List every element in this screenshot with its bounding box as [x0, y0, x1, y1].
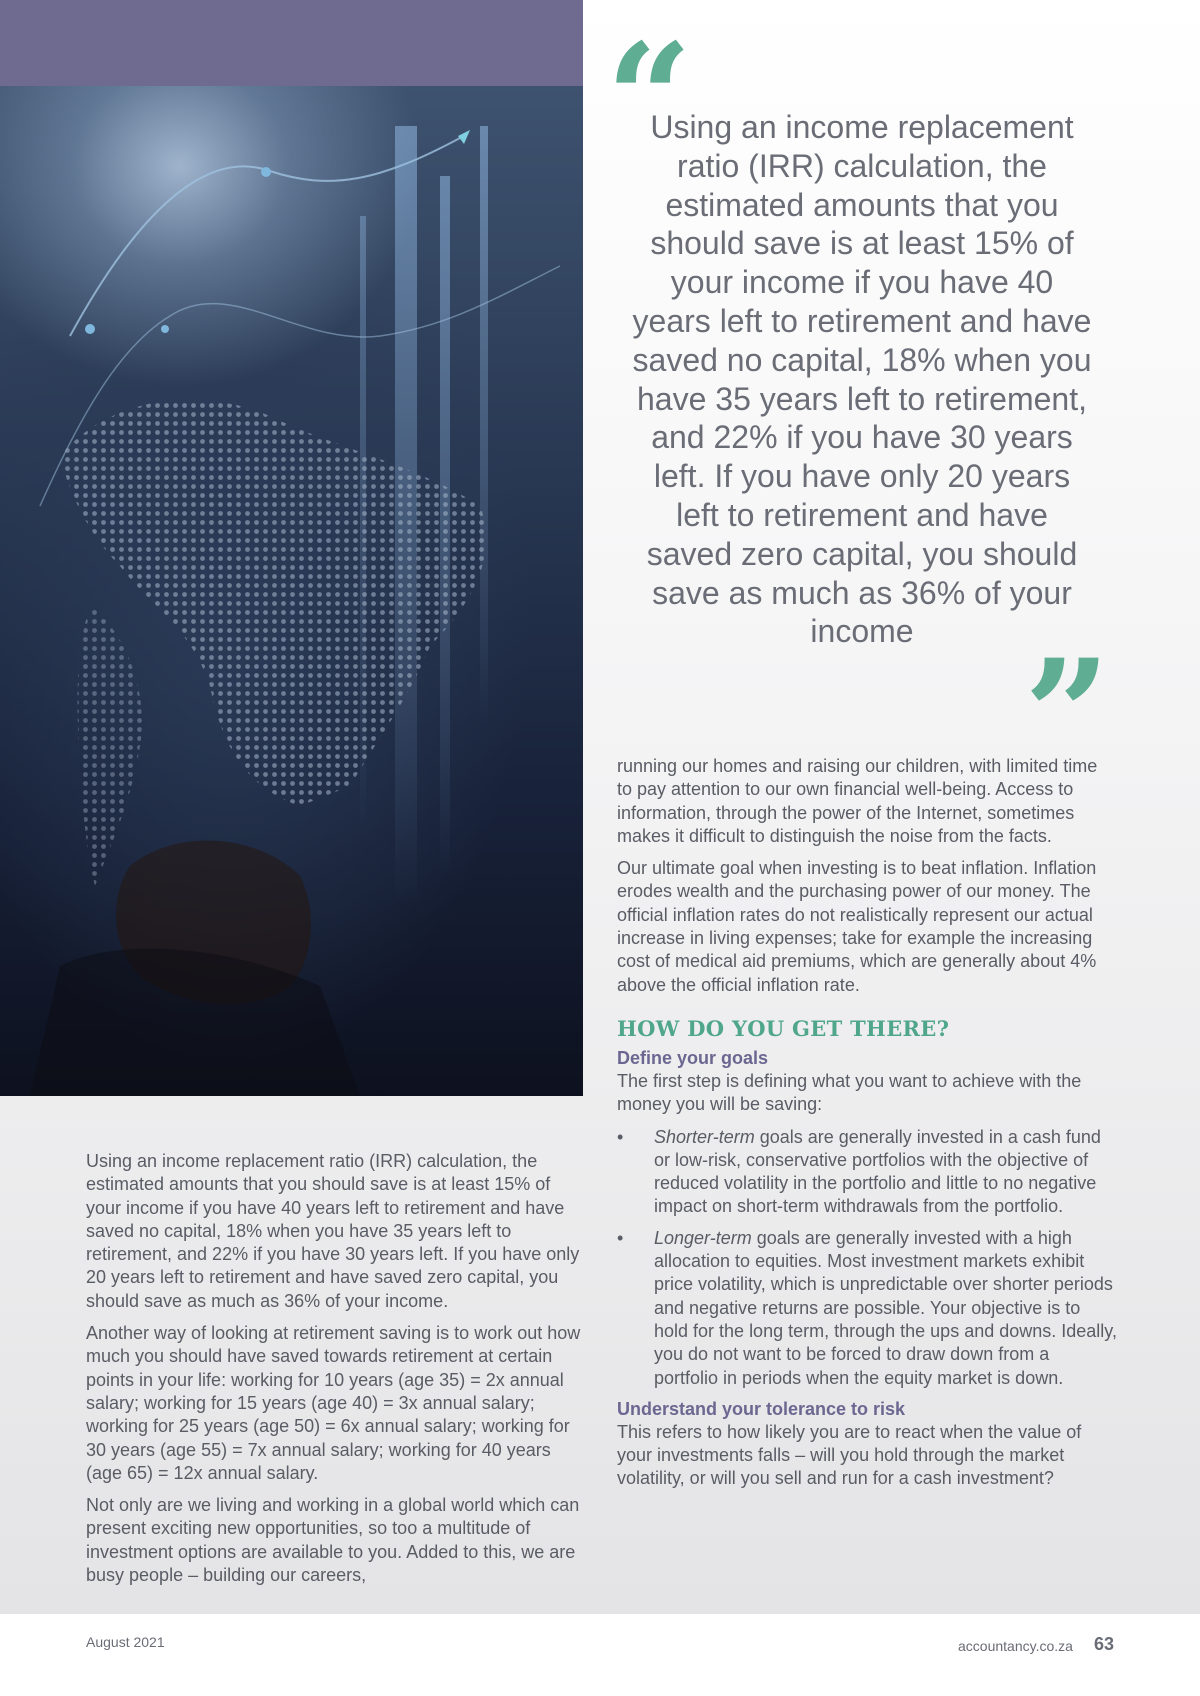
- list-item: [617, 1126, 1117, 1219]
- goals-intro: The first step is defining what you want to achieve with the money you will be saving:: [617, 1070, 1082, 1115]
- subheading-risk-tolerance: Understand your tolerance to risk: [617, 1398, 906, 1419]
- header-color-band: [0, 0, 583, 86]
- body-paragraph: Another way of looking at retirement saving is to work out how much you should have saved towards retirement at certain points in your life: working for 10 years (age 35) = 2x annual salary; working for 15 years (age 40) = 3x annual salary; working for 25 years (age 50) = 6x annual salary; working for 30 years (age 55) = 7x annual salary; working for 40 years (age 65) = 12x annual salary.: [86, 1323, 581, 1483]
- footer-website: accountancy.co.za: [958, 1638, 1073, 1654]
- body-paragraph: Our ultimate goal when investing is to beat inflation. Inflation erodes wealth and the purchasing power of our money. The official inflation rates do not realistically represent our actual increase in living expenses; take for example the increasing cost of medical aid premiums, which are generally about 4% above the official inflation rate.: [617, 858, 1097, 995]
- section-heading: HOW DO YOU GET THERE?: [617, 1015, 950, 1041]
- goals-list: [617, 1126, 1117, 1390]
- open-quote-mark: “: [606, 11, 693, 187]
- photo-overlay-graphics: [0, 86, 583, 1096]
- pull-quote: Using an income replacement ratio (IRR) calculation, the estimated amounts that you should save is at least 15% of your income if you have 40 years left to retirement and have saved no capital, 18% when you have 35 years left to retirement, and 22% if you have 30 years left. If you have only 20 years left to retirement and have saved zero capital, you should save as much as 36% of your income: [632, 109, 1092, 650]
- close-quote-mark: ”: [1024, 627, 1111, 803]
- right-text-column: [617, 755, 1117, 1500]
- left-text-column: [86, 1150, 586, 1596]
- hero-photo-globe-hands: [0, 86, 583, 1096]
- bullet-icon: •: [617, 1126, 624, 1147]
- list-item: [617, 1227, 1117, 1390]
- bullet-icon: •: [617, 1227, 624, 1248]
- body-paragraph: Not only are we living and working in a global world which can present exciting new opportunities, so too a multitude of investment options are available to you. Added to this, we are busy people – building our careers,: [86, 1495, 580, 1586]
- risk-paragraph: This refers to how likely you are to react when the value of your investments falls – will you hold through the market volatility, or will you sell and run for a cash investment?: [617, 1421, 1082, 1489]
- body-paragraph: Using an income replacement ratio (IRR) calculation, the estimated amounts that you should save is at least 15% of your income if you have 40 years left to retirement and have saved no capital, 18% when you have 35 years left to retirement, and 22% if you have 30 years left. If you have only 20 years left to retirement and have saved zero capital, you should save as much as 36% of your income.: [86, 1151, 580, 1311]
- goal-term: Longer-term: [654, 1227, 752, 1248]
- subheading-define-goals: Define your goals: [617, 1047, 769, 1068]
- goal-description: goals are generally invested with a high allocation to equities. Most investment markets exhibit price volatility, which is unpredictable over shorter periods and negative returns are possible. Your objective is to hold for the long term, through the ups and downs. Ideally, you do not want to be forced to draw down from a portfolio in periods when the equity market is down.: [654, 1227, 1117, 1388]
- body-paragraph: running our homes and raising our children, with limited time to pay attention to our own financial well-being. Access to information, through the power of the Internet, sometimes makes it difficult to distinguish the noise from the facts.: [617, 756, 1098, 846]
- footer-date: August 2021: [86, 1634, 165, 1650]
- page-number: 63: [1094, 1634, 1115, 1654]
- goal-term: Shorter-term: [654, 1126, 755, 1147]
- goal-description: goals are generally invested in a cash fund or low-risk, conservative portfolios with the objective of reduced volatility in the portfolio and little to no negative impact on short-term withdrawals from the portfolio.: [654, 1126, 1101, 1217]
